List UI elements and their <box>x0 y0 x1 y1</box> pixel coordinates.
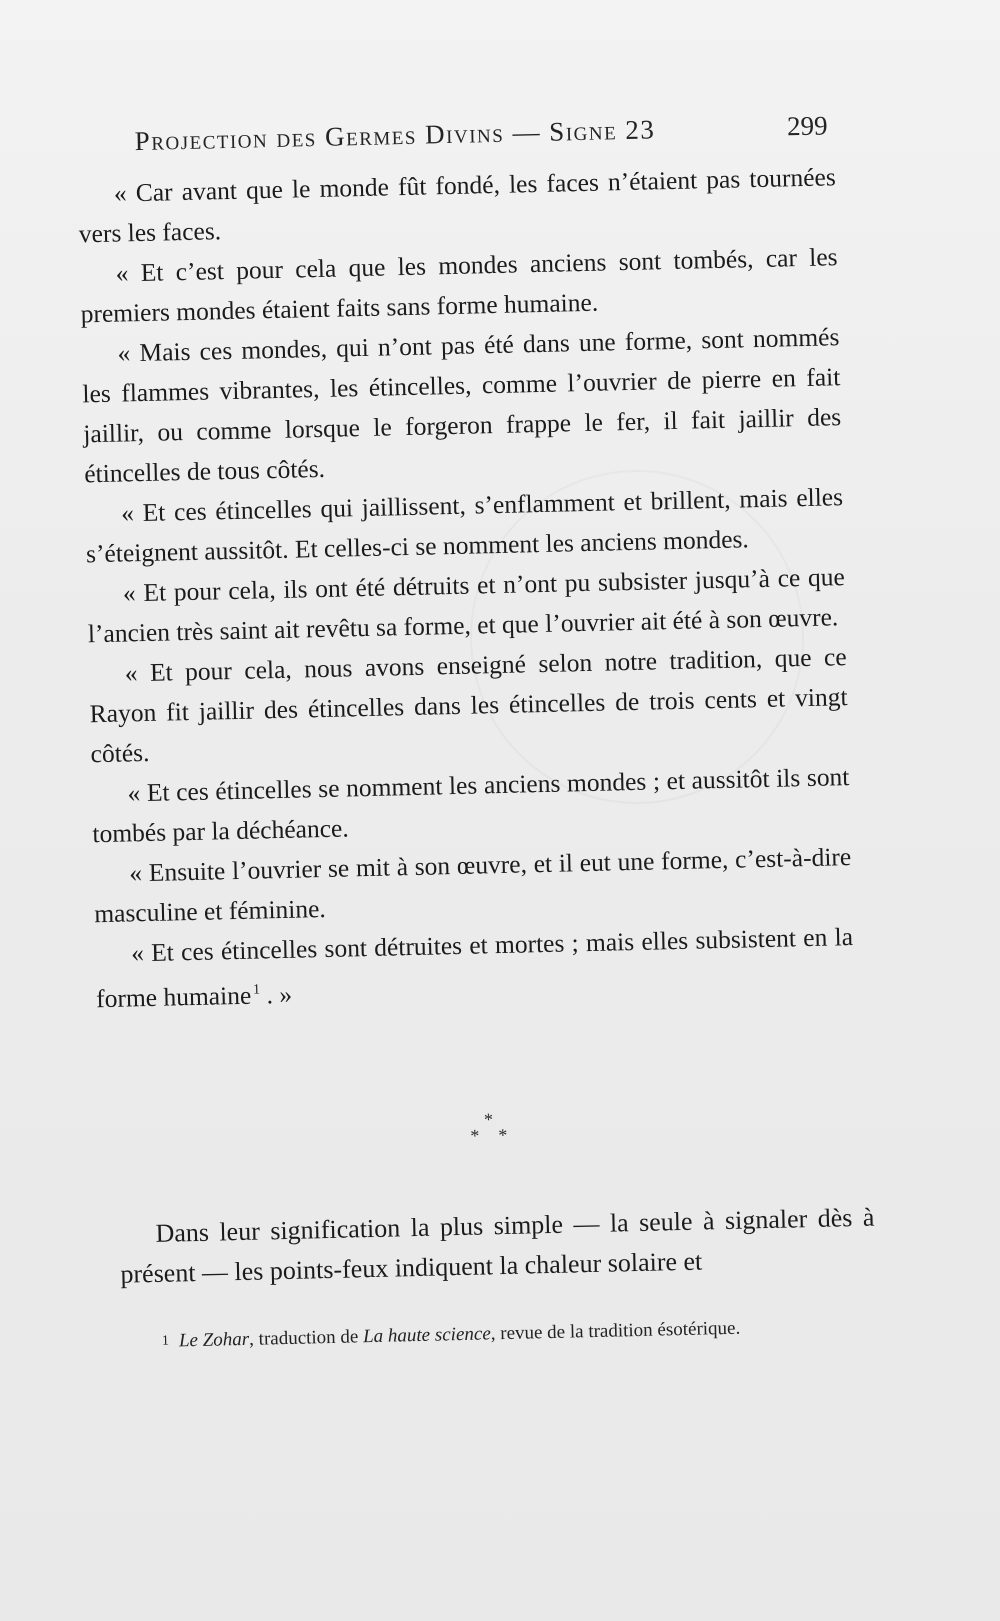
footnote <box>162 1313 882 1353</box>
paragraph-9 <box>95 917 855 1019</box>
asterism-star: * <box>483 1109 494 1130</box>
paragraph-2: « Et c’est pour cela que les mondes anciens sont tombés, car les premiers mondes étaient faits sans forme humaine. <box>80 242 838 329</box>
paragraph-9-closing: . » <box>259 979 293 1010</box>
paragraph-8: « Ensuite l’ouvrier se mit à son œuvre, et il eut une forme, c’est-à-dire masculine et féminine. <box>93 842 852 929</box>
continuation-text: Dans leur signification la plus simple — la seule à signaler dès à présent — les points-feux indiquent la chaleur solaire et <box>120 1202 875 1289</box>
paragraph-7: « Et ces étincelles se nomment les anciens mondes ; et aussitôt ils sont tombés par la déchéance. <box>92 762 850 849</box>
asterism <box>462 1110 523 1161</box>
page-number: 299 <box>786 110 828 142</box>
running-header-title: Projection des Germes Divins — Signe 23 <box>134 114 656 157</box>
footnote-reference: 1 <box>252 982 261 998</box>
continuation-paragraph <box>119 1198 876 1295</box>
running-header <box>134 110 828 166</box>
footnote-journal-title: La haute science <box>362 1323 491 1348</box>
asterism-star: * <box>470 1125 480 1146</box>
quoted-passage <box>77 157 854 1019</box>
footnote-middle: , traduction de <box>248 1326 364 1350</box>
footnote-work-title: Le Zohar <box>178 1328 250 1352</box>
paragraph-1: « Car avant que le monde fût fondé, les faces n’étaient pas tournées vers les faces. <box>78 162 837 249</box>
paragraph-3: « Mais ces mondes, qui n’ont pas été dans une forme, sont nommés les flammes vibrantes, les étincelles, comme l’ouvrier de pierre en fait jaillir, ou comme lorsque le forgeron frappe le fer, il fait jaillir des étincelles de tous côtés. <box>82 322 842 489</box>
paragraph-4: « Et ces étincelles qui jaillissent, s’enflamment et brillent, mais elles s’éteignent aussitôt. Et celles-ci se nomment les anciens mondes. <box>85 482 844 569</box>
asterism-star: * <box>498 1124 508 1146</box>
footnote-tail: , revue de la tradition ésotérique. <box>490 1317 741 1345</box>
paragraph-5: « Et pour cela, ils ont été détruits et n’ont pu subsister jusqu’à ce que l’ancien très saint ait revêtu sa forme, et que l’ouvrier ait été à son œuvre. <box>87 562 846 649</box>
paragraph-9-text: « Et ces étincelles sont détruites et mortes ; mais elles subsistent en la forme humaine <box>95 922 854 1014</box>
footnote-mark: 1 <box>161 1333 170 1349</box>
paragraph-6: « Et pour cela, nous avons enseigné selon notre tradition, que ce Rayon fit jaillir des étincelles dans les étincelles de trois cents et vingt côtés. <box>89 642 848 769</box>
